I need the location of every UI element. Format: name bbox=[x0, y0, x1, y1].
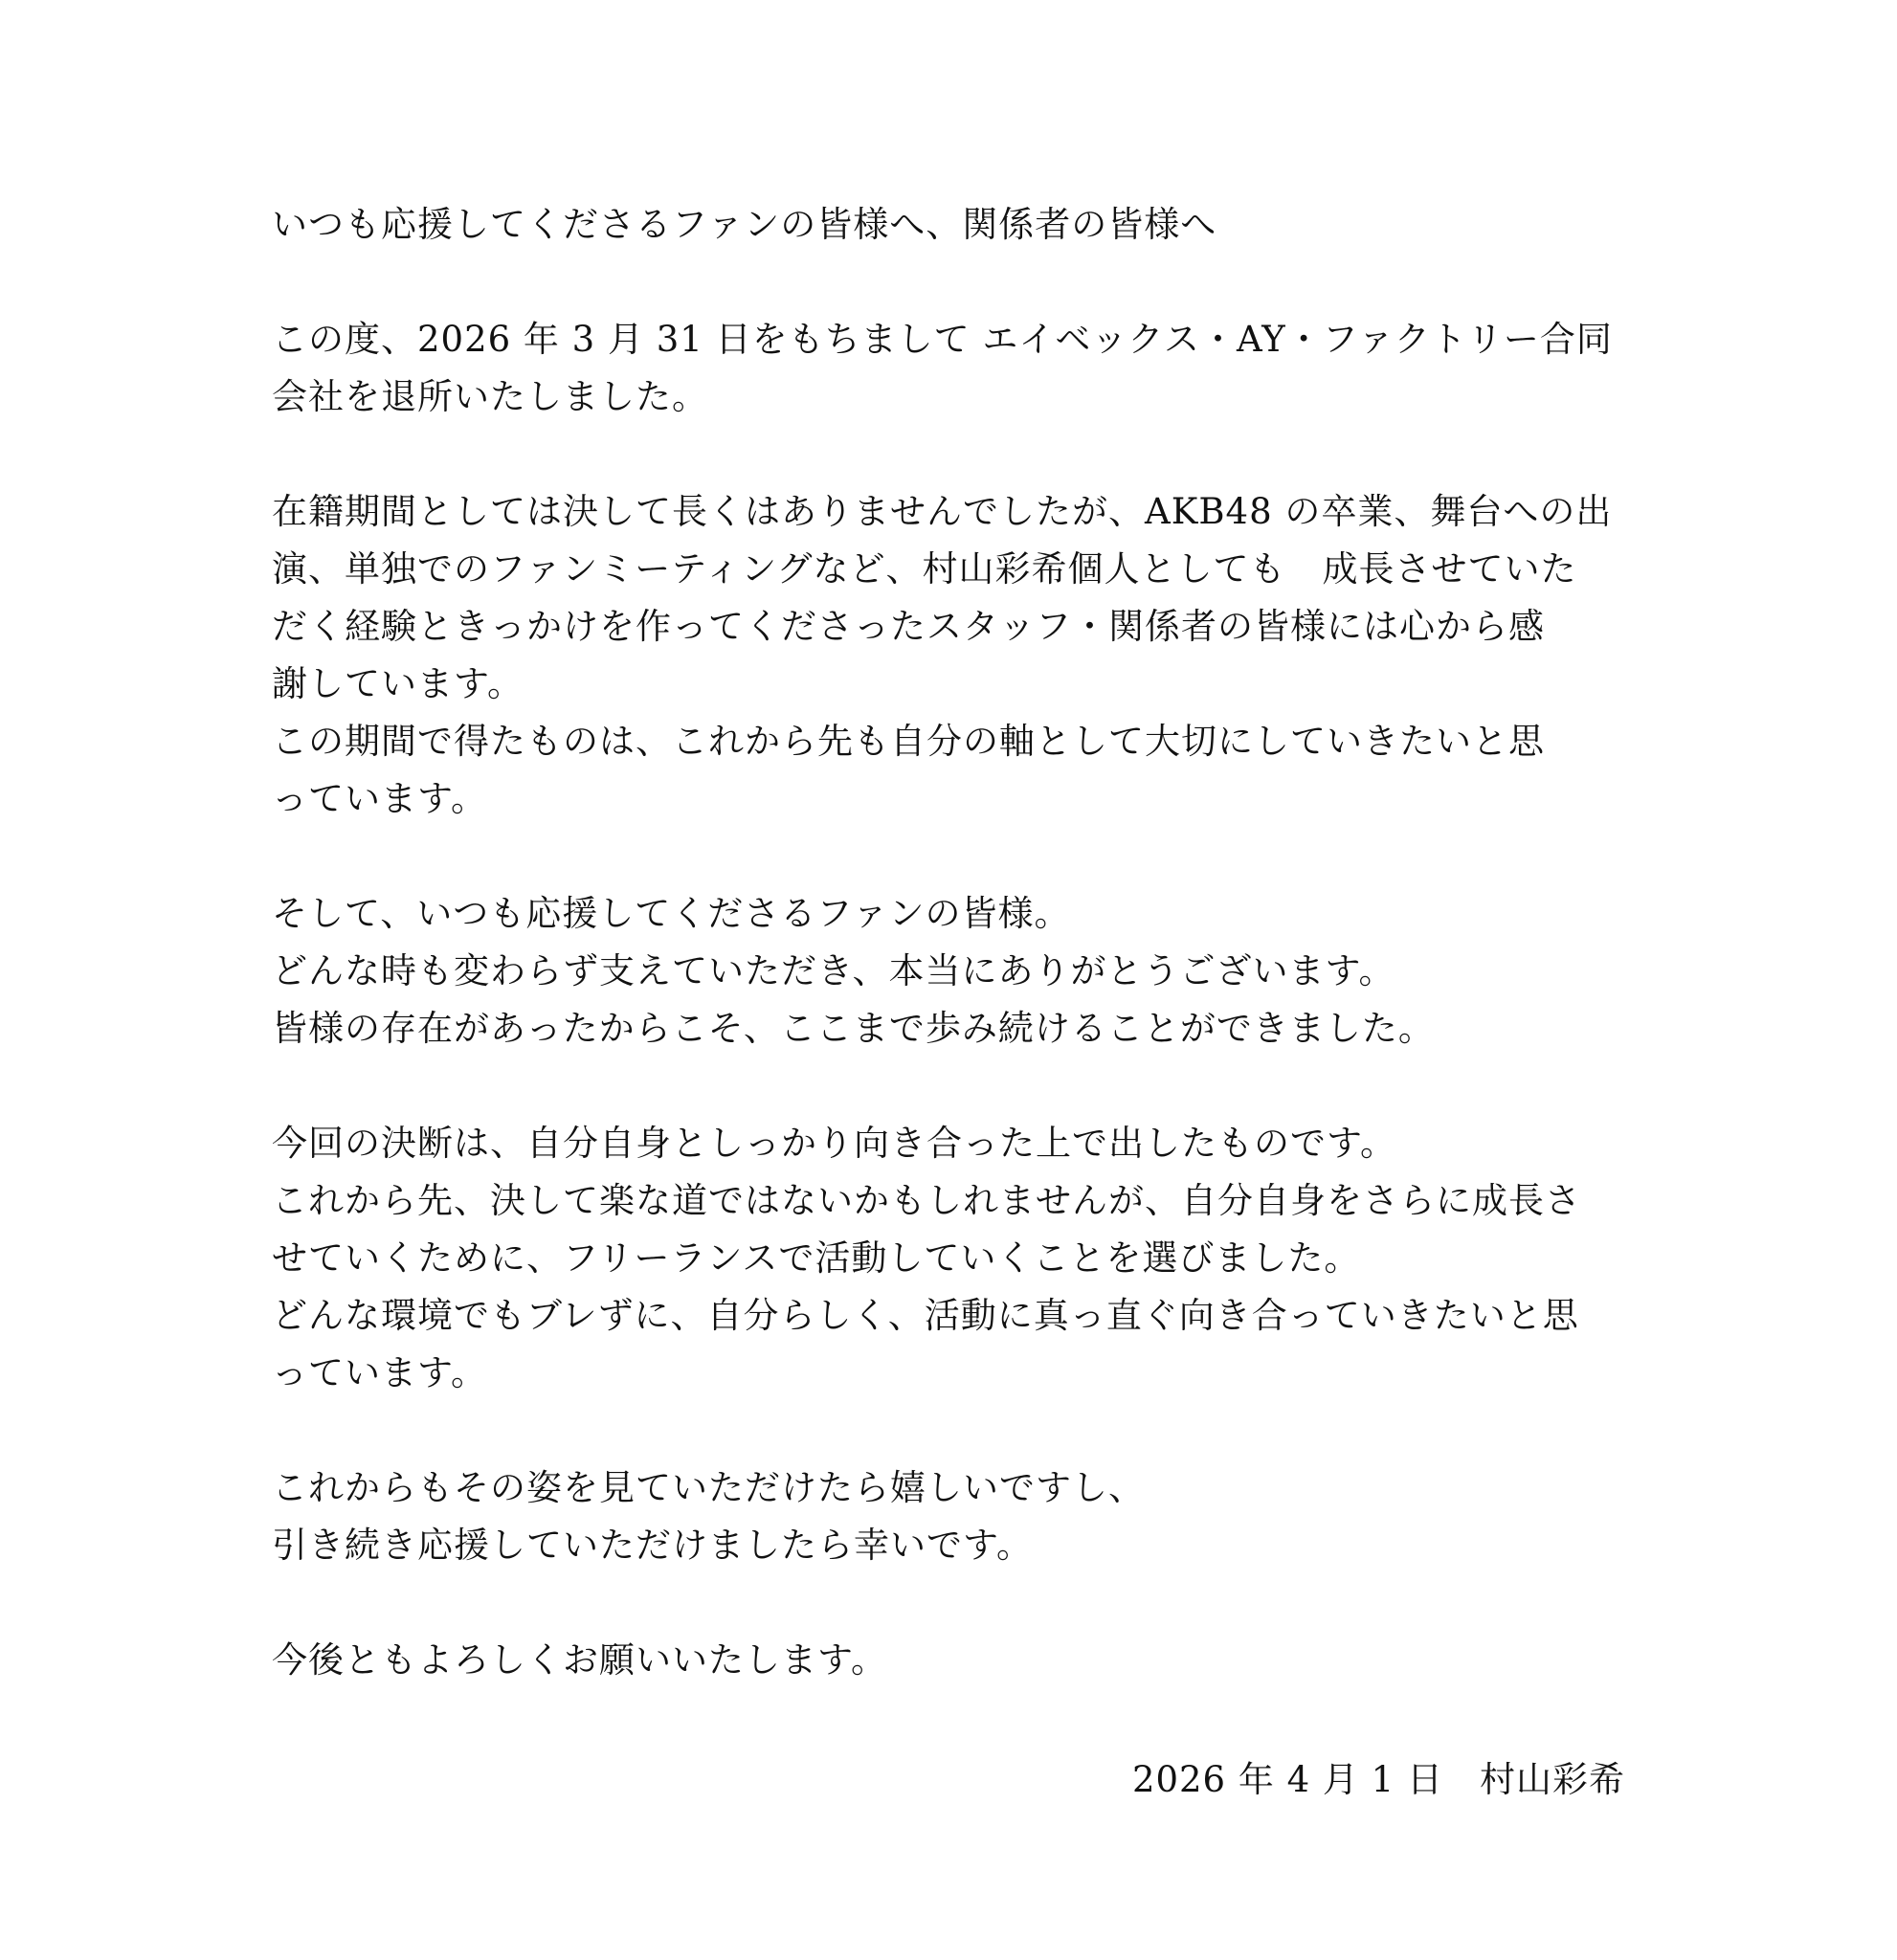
paragraph-line: そして、いつも応援してくださるファンの皆様。 bbox=[272, 893, 1071, 934]
paragraph-line: せていくために、フリーランスで活動していくことを選びました。 bbox=[272, 1237, 1361, 1279]
paragraph-line: 謝しています。 bbox=[272, 663, 524, 704]
letter-body bbox=[272, 196, 1631, 1689]
paragraph-gap bbox=[272, 1402, 1631, 1459]
paragraph-line: これからもその姿を見ていただけたら嬉しいですし、 bbox=[272, 1467, 1145, 1508]
closing-line: 今後ともよろしくお願いいたします。 bbox=[272, 1639, 888, 1681]
paragraph-4 bbox=[272, 1115, 1631, 1402]
paragraph-line: 演、単独でのファンミーティングなど、村山彩希個人としても 成長させていた bbox=[272, 548, 1577, 590]
paragraph-line: っています。 bbox=[272, 778, 488, 819]
paragraph-gap bbox=[272, 1574, 1631, 1632]
paragraph-gap bbox=[272, 426, 1631, 483]
paragraph-gap bbox=[272, 254, 1631, 311]
paragraph-line: 在籍期間としては決して長くはありませんでしたが、AKB48 の卒業、舞台への出 bbox=[272, 491, 1613, 532]
paragraph-2 bbox=[272, 483, 1631, 828]
date-signature: 2026 年 4 月 1 日 村山彩希 bbox=[1131, 1759, 1625, 1800]
paragraph-3 bbox=[272, 885, 1631, 1058]
paragraph-line: どんな時も変わらず支えていただき、本当にありがとうございます。 bbox=[272, 950, 1395, 991]
paragraph-line: 引き続き応援していただけましたら幸いです。 bbox=[272, 1525, 1034, 1566]
paragraph-line: どんな環境でもブレずに、自分らしく、活動に真っ直ぐ向き合っていきたいと思 bbox=[272, 1295, 1579, 1336]
paragraph-line: 皆様の存在があったからこそ、ここまで歩み続けることができました。 bbox=[272, 1008, 1435, 1049]
paragraph-line: これから先、決して楽な道ではないかもしれませんが、自分自身をさらに成長さ bbox=[272, 1180, 1581, 1221]
paragraph-line: 会社を退所いたしました。 bbox=[272, 376, 708, 417]
greeting: いつも応援してくださるファンの皆様へ、関係者の皆様へ bbox=[272, 204, 1217, 245]
paragraph-gap bbox=[272, 1058, 1631, 1115]
paragraph-line: だく経験ときっかけを作ってくださったスタッフ・関係者の皆様には心から感 bbox=[272, 606, 1545, 647]
paragraph-line: この度、2026 年 3 月 31 日をもちまして エイベックス・AY・ファクトリー合同 bbox=[272, 319, 1613, 360]
paragraph-line: 今回の決断は、自分自身としっかり向き合った上で出したものです。 bbox=[272, 1123, 1397, 1164]
paragraph-line: っています。 bbox=[272, 1352, 488, 1393]
paragraph-gap bbox=[272, 828, 1631, 885]
paragraph-line: この期間で得たものは、これから先も自分の軸として大切にしていきたいと思 bbox=[272, 721, 1545, 762]
paragraph-5 bbox=[272, 1459, 1631, 1574]
paragraph-1 bbox=[272, 311, 1631, 426]
